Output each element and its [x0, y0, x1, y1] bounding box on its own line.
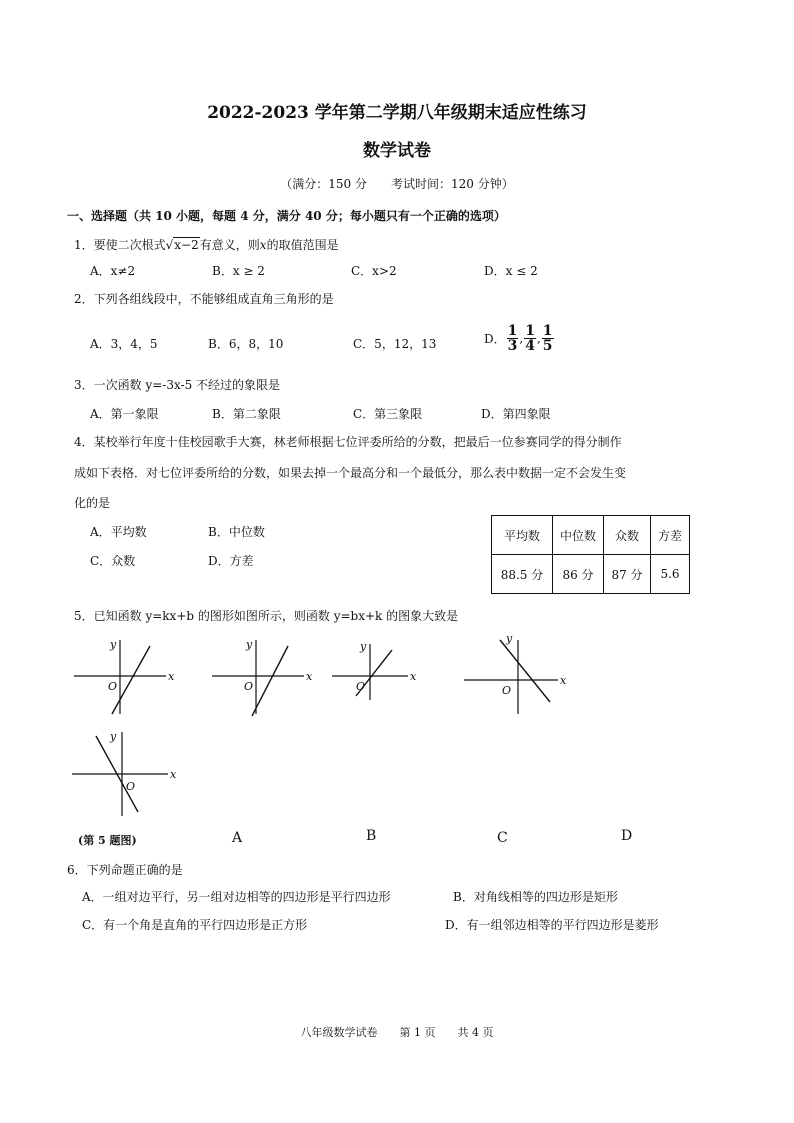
graph-option-d [460, 626, 580, 716]
q3-option-d[interactable]: D．第四象限 [481, 407, 551, 421]
exam-info: （满分：150 分 考试时间：120 分钟） [280, 177, 514, 191]
q2-option-c[interactable]: C．5，12，13 [353, 337, 437, 351]
graph-option-b [208, 630, 318, 720]
q2-option-d-label: D． [484, 332, 506, 346]
q1-stem-c: 的取值范围是 [266, 238, 339, 252]
svg-text:x: x [170, 768, 177, 781]
table-header: 方差 [651, 516, 690, 555]
question-4-line-2: 成如下表格．对七位评委所给的分数，如果去掉一个最高分和一个最低分，那么表中数据一定不会发生变 [74, 466, 627, 480]
svg-text:y: y [246, 638, 253, 651]
q4-option-d[interactable]: D．方差 [208, 554, 254, 568]
figure-caption: (第 5 题图) [78, 834, 137, 847]
q6-option-d[interactable]: D．有一组邻边相等的平行四边形是菱形 [445, 918, 659, 932]
graph-option-c [328, 630, 428, 720]
q6-option-c[interactable]: C．有一个角是直角的平行四边形是正方形 [82, 918, 308, 932]
q4-option-b[interactable]: B．中位数 [208, 525, 265, 539]
question-4-line-1: 4．某校举行年度十佳校园歌手大赛，林老师根据七位评委所给的分数，把最后一位参赛同学的得分制作 [74, 435, 622, 449]
graph-given [70, 728, 190, 823]
q1-stem-a: 1．要使二次根式 [74, 238, 166, 252]
question-4-line-3: 化的是 [74, 496, 111, 510]
svg-text:O: O [244, 680, 254, 693]
svg-text:O: O [108, 680, 118, 693]
table-header: 众数 [604, 516, 651, 555]
section-heading: 一、选择题（共 10 小题，每题 4 分，满分 40 分；每小题只有一个正确的选项） [67, 209, 506, 223]
q3-option-b[interactable]: B．第二象限 [212, 407, 281, 421]
table-header-row [492, 516, 690, 555]
fraction-1-3: $\frac{1}{3}$ [507, 323, 518, 354]
table-header: 中位数 [553, 516, 604, 555]
svg-text:x: x [306, 670, 313, 683]
svg-text:x: x [560, 674, 567, 687]
table-cell: 86 分 [553, 555, 604, 594]
q4-option-a[interactable]: A．平均数 [90, 525, 147, 539]
graph-label-d[interactable]: D [621, 828, 633, 844]
q3-option-a[interactable]: A．第一象限 [90, 407, 159, 421]
q4-option-c[interactable]: C．众数 [90, 554, 136, 568]
svg-text:x: x [168, 670, 175, 683]
graph-label-b[interactable]: B [366, 828, 377, 844]
radical-sign: √ [165, 238, 174, 252]
table-cell: 88.5 分 [492, 555, 553, 594]
svg-text:x: x [410, 670, 417, 683]
q1-var: x [259, 238, 267, 252]
q1-option-a[interactable]: A．x≠2 [90, 264, 136, 278]
svg-text:O: O [502, 684, 512, 697]
q1-option-c[interactable]: C．x>2 [351, 264, 397, 278]
question-1 [74, 236, 339, 253]
question-3: 3．一次函数 y=-3x-5 不经过的象限是 [74, 378, 281, 392]
svg-text:O: O [356, 680, 366, 693]
svg-text:y: y [360, 640, 367, 653]
score-table [491, 515, 690, 594]
q2-option-b[interactable]: B．6，8，10 [208, 337, 284, 351]
q1-radicand: x−2 [174, 238, 199, 252]
question-2: 2．下列各组线段中，不能够组成直角三角形的是 [74, 292, 334, 306]
table-cell: 5.6 [651, 555, 690, 594]
table-row [492, 555, 690, 594]
q6-option-b[interactable]: B．对角线相等的四边形是矩形 [453, 890, 618, 904]
q1-option-b[interactable]: B．x ≥ 2 [212, 264, 265, 278]
fraction-1-4: $\frac{1}{4}$ [525, 323, 535, 354]
svg-text:y: y [110, 638, 117, 651]
q1-stem-b: 有意义，则 [199, 238, 260, 252]
table-cell: 87 分 [604, 555, 651, 594]
graph-label-c[interactable]: C [497, 830, 508, 846]
q3-option-c[interactable]: C．第三象限 [353, 407, 423, 421]
q2-option-a[interactable]: A．3，4，5 [90, 337, 158, 351]
q1-option-d[interactable]: D．x ≤ 2 [484, 264, 538, 278]
svg-text:O: O [126, 780, 136, 793]
svg-text:y: y [110, 730, 117, 743]
exam-title: 2022-2023 学年第二学期八年级期末适应性练习 [207, 103, 587, 123]
exam-subtitle: 数学试卷 [363, 141, 431, 161]
fraction-1-5: $\frac{1}{5}$ [542, 323, 553, 354]
graph-option-a [70, 630, 180, 720]
graph-label-a[interactable]: A [232, 830, 243, 846]
question-5: 5．已知函数 y=kx+b 的图形如图所示，则函数 y=bx+k 的图象大致是 [74, 609, 459, 623]
page-footer: 八年级数学试卷 第 1 页 共 4 页 [300, 1026, 494, 1039]
question-6: 6．下列命题正确的是 [67, 863, 183, 877]
q2-option-d[interactable]: D． $\frac{1}{3}$ , $\frac{1}{4}$ , $\frac{1}{5}$ [484, 323, 553, 354]
q6-option-a[interactable]: A．一组对边平行，另一组对边相等的四边形是平行四边形 [82, 890, 391, 904]
table-header: 平均数 [492, 516, 553, 555]
svg-text:y: y [506, 632, 513, 645]
